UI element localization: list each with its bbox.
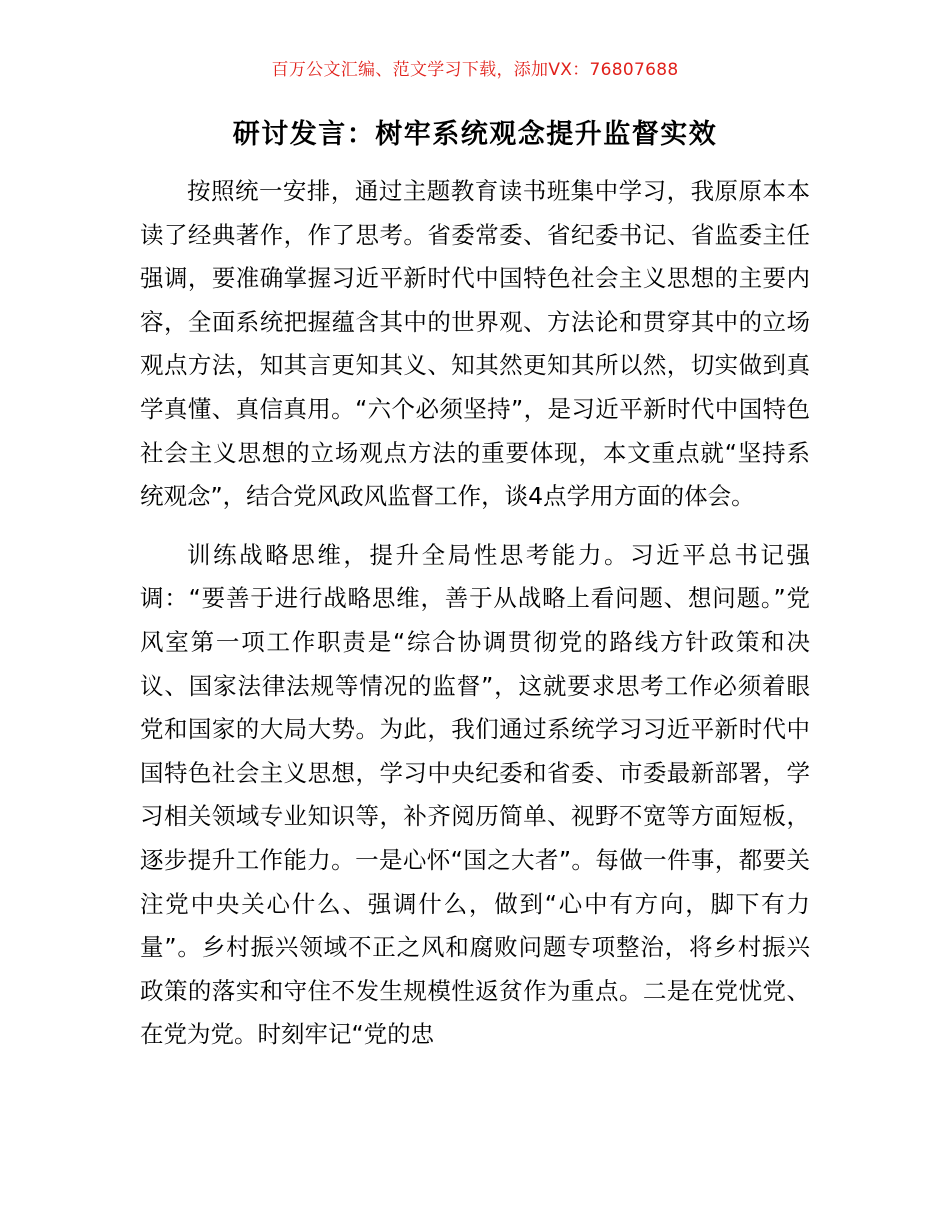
header-banner: 百万公文汇编、范文学习下载，添加VX：76807688 <box>271 60 679 80</box>
paragraph-intro: 按照统一安排，通过主题教育读书班集中学习，我原原本本读了经典著作，作了思考。省委常委、省纪委书记、省监委主任强调，要准确掌握习近平新时代中国特色社会主义思想的主要内容，全面系统把握蕴含其中的世界观、方法论和贯穿其中的立场观点方法，知其言更知其义、知其然更知其所以然，切实做到真学真懂、真信真用。“六个必须坚持”，是习近平新时代中国特色社会主义思想的立场观点方法的重要体现，本文重点就“坚持系统观念”，结合党风政风监督工作，谈4点学用方面的体会。 <box>140 177 810 511</box>
document-title: 研讨发言：树牢系统观念提升监督实效 <box>232 119 718 150</box>
document-body <box>140 170 810 1057</box>
paragraph-strategic-thinking: 训练战略思维，提升全局性思考能力。习近平总书记强调：“要善于进行战略思维，善于从战略上看问题、想问题。”党风室第一项工作职责是“综合协调贯彻党的路线方针政策和决议、国家法律法规等情况的监督”，这就要求思考工作必须着眼党和国家的大局大势。为此，我们通过系统学习习近平新时代中国特色社会主义思想，学习中央纪委和省委、市委最新部署，学习相关领域专业知识等，补齐阅历简单、视野不宽等方面短板，逐步提升工作能力。一是心怀“国之大者”。每做一件事，都要关注党中央关心什么、强调什么，做到“心中有方向，脚下有力量”。乡村振兴领域不正之风和腐败问题专项整治，将乡村振兴政策的落实和守住不发生规模性返贫作为重点。二是在党忧党、在党为党。时刻牢记“党的忠 <box>140 540 810 1049</box>
